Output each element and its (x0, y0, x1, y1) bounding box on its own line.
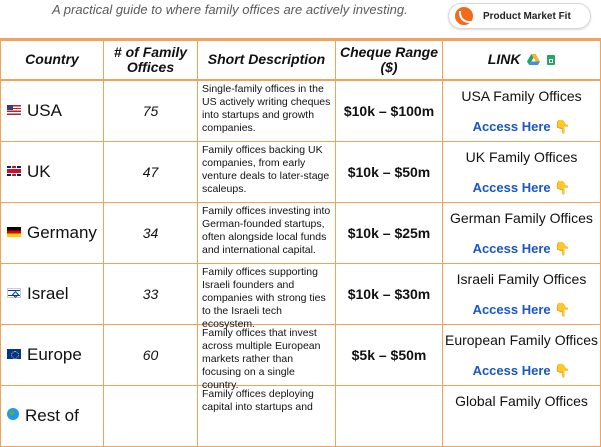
country-cell (1, 385, 104, 446)
access-here-link[interactable]: Access Here 👇 (472, 362, 571, 378)
link-title: Global Family Offices (455, 392, 588, 409)
country-cell (1, 80, 104, 142)
table-row (1, 80, 601, 142)
col-header-count: # of Family Offices (104, 40, 198, 80)
country-name: USA (27, 100, 62, 120)
description-text: Single-family offices in the US actively writing cheques into startups and growth companies. (202, 82, 331, 134)
table-row (1, 385, 601, 446)
pmf-logo-icon (455, 7, 473, 25)
family-offices-table (0, 38, 601, 447)
link-cell (443, 80, 601, 142)
description-cell (198, 324, 336, 391)
link-title: USA Family Offices (461, 87, 582, 104)
description-text: Family offices that invest across multiple European markets rather than focusing on a single country. (202, 326, 321, 391)
office-count: 75 (104, 80, 198, 142)
access-here-link[interactable]: Access Here 👇 (472, 179, 571, 195)
col-header-range: Cheque Range ($) (336, 40, 443, 80)
link-title: UK Family Offices (465, 148, 578, 165)
link-title: German Family Offices (450, 209, 593, 226)
google-drive-icon (527, 54, 540, 65)
link-cell (443, 324, 601, 385)
link-header-label: LINK (487, 50, 521, 67)
uk-flag-icon (7, 166, 21, 176)
description-cell (198, 385, 336, 446)
country-name: Rest of (25, 405, 79, 425)
table-row (1, 324, 601, 385)
table-row (1, 141, 601, 202)
table-row (1, 263, 601, 324)
israel-flag-icon (7, 288, 21, 298)
table-header-row (1, 40, 601, 80)
description-text: Family offices deploying capital into startups and (202, 387, 314, 413)
description-text: Family offices investing into German-founded startups, often alongside local funds and international capital. (202, 204, 331, 256)
description-cell (198, 202, 336, 263)
google-sheets-icon (547, 55, 555, 65)
subtitle: A practical guide to where family offices are actively investing. (52, 2, 408, 17)
link-title: European Family Offices (444, 331, 599, 348)
link-title: Israeli Family Offices (456, 270, 587, 287)
cheque-range: $10k – $50m (336, 141, 443, 202)
description-text: Family offices backing UK companies, from early venture deals to later-stage scaleups. (202, 143, 330, 195)
description-cell (198, 263, 336, 330)
link-cell (443, 141, 601, 202)
office-count: 34 (104, 202, 198, 263)
usa-flag-icon (7, 105, 21, 115)
table-row (1, 202, 601, 263)
link-cell (443, 385, 601, 446)
country-cell (1, 263, 104, 324)
access-here-link[interactable]: Access Here 👇 (472, 301, 571, 317)
office-count: 60 (104, 324, 198, 385)
col-header-link (443, 40, 601, 80)
link-cell (443, 263, 601, 324)
globe-icon (7, 408, 19, 420)
country-cell (1, 202, 104, 263)
country-cell (1, 141, 104, 202)
description-text: Family offices supporting Israeli founders and companies with strong ties to the Israeli tech ecosystem. (202, 265, 326, 330)
product-market-fit-badge[interactable] (448, 3, 591, 29)
cheque-range (336, 385, 443, 446)
germany-flag-icon (7, 227, 21, 237)
eu-flag-icon (7, 349, 21, 359)
cheque-range: $10k – $25m (336, 202, 443, 263)
access-here-link[interactable]: Access Here 👇 (472, 240, 571, 256)
col-header-country: Country (1, 40, 104, 80)
country-name: UK (27, 161, 51, 181)
cheque-range: $10k – $100m (336, 80, 443, 142)
cheque-range: $10k – $30m (336, 263, 443, 324)
office-count: 33 (104, 263, 198, 324)
office-count (104, 385, 198, 446)
country-name: Germany (27, 222, 97, 242)
access-here-link[interactable]: Access Here 👇 (472, 118, 571, 134)
description-cell (198, 141, 336, 202)
country-name: Israel (27, 283, 69, 303)
office-count: 47 (104, 141, 198, 202)
col-header-description: Short Description (198, 40, 336, 80)
country-name: Europe (27, 344, 82, 364)
description-cell (198, 80, 336, 142)
badge-label: Product Market Fit (483, 10, 571, 22)
country-cell (1, 324, 104, 385)
cheque-range: $5k – $50m (336, 324, 443, 385)
link-cell (443, 202, 601, 263)
